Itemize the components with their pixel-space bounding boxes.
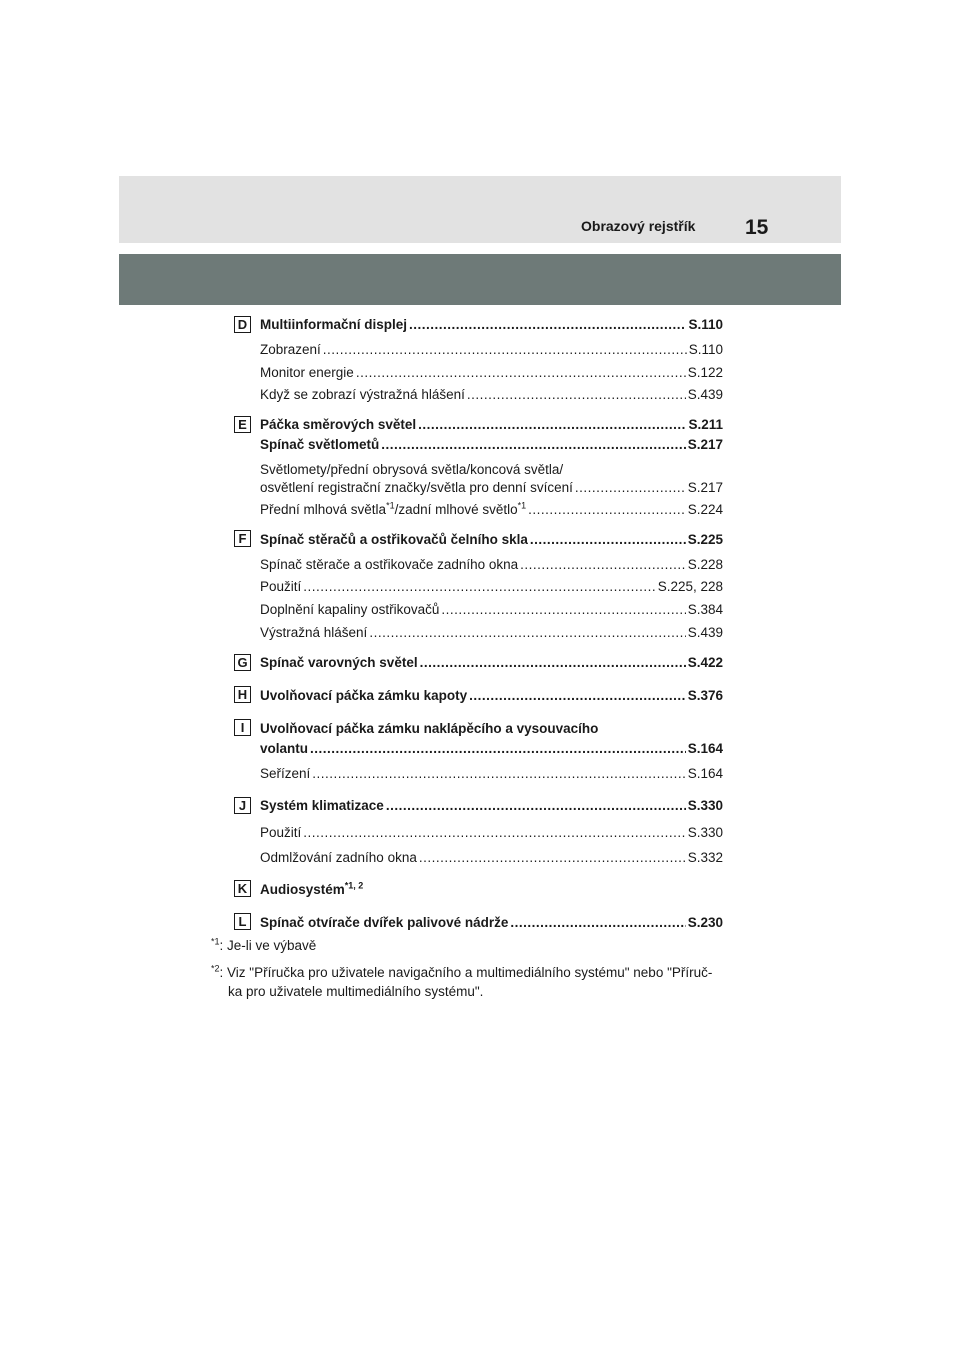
- leader-dots: [323, 342, 687, 358]
- page-reference[interactable]: S.225: [687, 532, 723, 547]
- page-reference[interactable]: S.439: [687, 387, 723, 402]
- index-entry[interactable]: [260, 825, 723, 841]
- page-reference[interactable]: S.330: [687, 798, 723, 813]
- leader-dots: [356, 365, 686, 381]
- section-letter-d: D: [234, 316, 251, 333]
- page-reference[interactable]: S.439: [687, 625, 723, 640]
- page-reference[interactable]: S.224: [687, 502, 723, 517]
- index-entry[interactable]: [260, 766, 723, 782]
- page-reference[interactable]: S.110: [688, 342, 723, 357]
- index-entry[interactable]: [260, 741, 723, 757]
- page-reference[interactable]: S.422: [687, 655, 723, 670]
- entry-label: Seřízení: [260, 766, 311, 781]
- entry-label: Spínač otvírače dvířek palivové nádrže: [260, 915, 509, 930]
- leader-dots: [419, 850, 686, 866]
- leader-dots: [310, 741, 686, 757]
- leader-dots: [369, 625, 685, 641]
- footnote-text: : Je-li ve výbavě: [219, 938, 317, 953]
- page-reference[interactable]: S.122: [687, 365, 723, 380]
- footnote-mark: *1, 2: [344, 880, 364, 891]
- page-reference[interactable]: S.211: [688, 417, 723, 432]
- index-entry[interactable]: [260, 882, 363, 898]
- page-number: 15: [745, 216, 769, 239]
- index-entry[interactable]: [260, 437, 723, 453]
- index-entry[interactable]: [260, 557, 723, 573]
- index-entry[interactable]: [260, 342, 723, 358]
- leader-dots: [528, 502, 686, 518]
- page-reference[interactable]: S.110: [688, 317, 723, 332]
- entry-label: Systém klimatizace: [260, 798, 384, 813]
- section-letter-e: E: [234, 416, 251, 433]
- leader-dots: [418, 417, 686, 433]
- entry-label: Odmlžování zadního okna: [260, 850, 417, 865]
- leader-dots: [467, 387, 686, 403]
- leader-dots: [409, 317, 686, 333]
- entry-label: Zobrazení: [260, 342, 321, 357]
- page-reference[interactable]: S.332: [687, 850, 723, 865]
- entry-label: Multiinformační displej: [260, 317, 408, 332]
- page-reference[interactable]: S.164: [687, 766, 723, 781]
- section-letter-l: L: [234, 913, 251, 930]
- section-letter-g: G: [234, 654, 251, 671]
- entry-label: Spínač stěrače a ostřikovače zadního okna: [260, 557, 519, 572]
- leader-dots: [469, 688, 686, 704]
- footnote-mark: *1: [211, 936, 220, 947]
- page-reference[interactable]: S.164: [687, 741, 723, 756]
- footnote-1: [211, 937, 316, 955]
- entry-label: Spínač světlometů: [260, 437, 380, 452]
- index-entry[interactable]: [260, 579, 723, 595]
- index-entry[interactable]: [260, 502, 723, 518]
- page-reference[interactable]: S.376: [687, 688, 723, 703]
- footnote-mark: *1: [386, 500, 395, 511]
- index-entry[interactable]: [260, 655, 723, 671]
- leader-dots: [386, 798, 686, 814]
- leader-dots: [303, 579, 655, 595]
- entry-label: osvětlení registrační značky/světla pro denní svícení: [260, 480, 573, 495]
- entry-label-line: Světlomety/přední obrysová světla/koncová světla/: [260, 462, 564, 477]
- section-letter-h: H: [234, 686, 251, 703]
- footnote-mark: *2: [211, 963, 220, 974]
- page-reference[interactable]: S.230: [687, 915, 723, 930]
- leader-dots: [312, 766, 685, 782]
- entry-label: volantu: [260, 741, 309, 756]
- page-reference[interactable]: S.225, 228: [657, 579, 723, 594]
- entry-label: Když se zobrazí výstražná hlášení: [260, 387, 465, 402]
- entry-label: Použití: [260, 825, 302, 840]
- leader-dots: [381, 437, 685, 453]
- footnote-2: [211, 964, 712, 982]
- entry-label: Uvolňovací páčka zámku kapoty: [260, 688, 468, 703]
- entry-label: Použití: [260, 579, 302, 594]
- page-reference[interactable]: S.228: [687, 557, 723, 572]
- leader-dots: [441, 602, 685, 618]
- index-entry[interactable]: [260, 602, 723, 618]
- leader-dots: [575, 480, 686, 496]
- entry-label-line: Uvolňovací páčka zámku naklápěcího a vysouvacího: [260, 721, 599, 736]
- index-entry[interactable]: [260, 365, 723, 381]
- entry-label-part: /zadní mlhové světlo: [394, 502, 518, 517]
- index-entry[interactable]: [260, 532, 723, 548]
- entry-label: Monitor energie: [260, 365, 354, 380]
- footnote-text: : Viz "Příručka pro uživatele navigačního a multimediálního systému" nebo "Příruč-: [219, 965, 713, 980]
- page-reference[interactable]: S.217: [687, 480, 723, 495]
- leader-dots: [530, 532, 686, 548]
- page-reference[interactable]: S.330: [687, 825, 723, 840]
- entry-label: Výstražná hlášení: [260, 625, 368, 640]
- entry-label: Doplnění kapaliny ostřikovačů: [260, 602, 440, 617]
- entry-label: [260, 502, 526, 518]
- index-entry[interactable]: [260, 480, 723, 496]
- entry-label: Spínač stěračů a ostřikovačů čelního skla: [260, 532, 528, 547]
- page-reference[interactable]: S.384: [687, 602, 723, 617]
- footnote-2-continued: ka pro uživatele multimediálního systému".: [228, 984, 484, 999]
- leader-dots: [510, 915, 685, 931]
- section-letter-k: K: [234, 880, 251, 897]
- header-title: Obrazový rejstřík: [581, 218, 696, 234]
- leader-dots: [520, 557, 686, 573]
- section-letter-f: F: [234, 530, 251, 547]
- index-entry[interactable]: [260, 417, 723, 433]
- index-entry[interactable]: [260, 317, 723, 333]
- section-letter-j: J: [234, 797, 251, 814]
- page-reference[interactable]: S.217: [687, 437, 723, 452]
- entry-label: Spínač varovných světel: [260, 655, 418, 670]
- entry-label: Audiosystém: [260, 882, 345, 897]
- index-entry[interactable]: [260, 915, 723, 931]
- index-entry[interactable]: [260, 850, 723, 866]
- footnote-mark: *1: [517, 500, 527, 511]
- entry-label-part: Přední mlhová světla: [260, 502, 387, 517]
- entry-label: Páčka směrových světel: [260, 417, 417, 432]
- leader-dots: [303, 825, 685, 841]
- index-entry[interactable]: [260, 625, 723, 641]
- leader-dots: [420, 655, 686, 671]
- index-entry[interactable]: [260, 387, 723, 403]
- index-entry[interactable]: [260, 688, 723, 704]
- index-entry[interactable]: [260, 798, 723, 814]
- section-letter-i: I: [234, 719, 251, 736]
